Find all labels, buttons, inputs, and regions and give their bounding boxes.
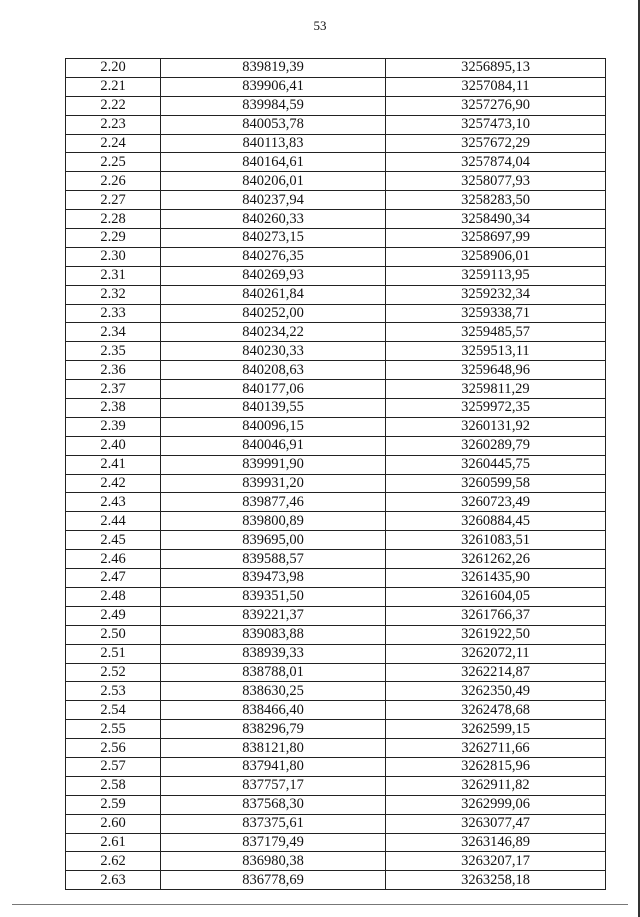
x-coordinate-cell: 840269,93 <box>161 266 386 285</box>
point-number-cell: 2.53 <box>66 682 161 701</box>
y-coordinate-cell: 3260289,79 <box>386 436 606 455</box>
point-number-cell: 2.26 <box>66 172 161 191</box>
table-row <box>66 59 606 78</box>
table-row <box>66 757 606 776</box>
x-coordinate-cell: 840206,01 <box>161 172 386 191</box>
x-coordinate-cell: 840053,78 <box>161 115 386 134</box>
point-number-cell: 2.57 <box>66 757 161 776</box>
point-number-cell: 2.34 <box>66 323 161 342</box>
y-coordinate-cell: 3259113,95 <box>386 266 606 285</box>
table-row <box>66 587 606 606</box>
x-coordinate-cell: 840252,00 <box>161 304 386 323</box>
x-coordinate-cell: 840260,33 <box>161 210 386 229</box>
table-row <box>66 229 606 248</box>
y-coordinate-cell: 3262911,82 <box>386 776 606 795</box>
table-row <box>66 606 606 625</box>
table-row <box>66 210 606 229</box>
x-coordinate-cell: 840273,15 <box>161 229 386 248</box>
point-number-cell: 2.45 <box>66 531 161 550</box>
x-coordinate-cell: 840234,22 <box>161 323 386 342</box>
point-number-cell: 2.27 <box>66 191 161 210</box>
y-coordinate-cell: 3256895,13 <box>386 59 606 78</box>
x-coordinate-cell: 839221,37 <box>161 606 386 625</box>
x-coordinate-cell: 839931,20 <box>161 474 386 493</box>
table-row <box>66 625 606 644</box>
point-number-cell: 2.58 <box>66 776 161 795</box>
table-row <box>66 663 606 682</box>
y-coordinate-cell: 3260884,45 <box>386 512 606 531</box>
table-row <box>66 493 606 512</box>
y-coordinate-cell: 3262072,11 <box>386 644 606 663</box>
y-coordinate-cell: 3262214,87 <box>386 663 606 682</box>
table-row <box>66 739 606 758</box>
point-number-cell: 2.20 <box>66 59 161 78</box>
y-coordinate-cell: 3258077,93 <box>386 172 606 191</box>
x-coordinate-cell: 839695,00 <box>161 531 386 550</box>
coordinates-table-body <box>66 59 606 890</box>
y-coordinate-cell: 3261435,90 <box>386 569 606 588</box>
point-number-cell: 2.50 <box>66 625 161 644</box>
y-coordinate-cell: 3259485,57 <box>386 323 606 342</box>
y-coordinate-cell: 3261083,51 <box>386 531 606 550</box>
x-coordinate-cell: 838466,40 <box>161 701 386 720</box>
table-row <box>66 247 606 266</box>
y-coordinate-cell: 3263207,17 <box>386 852 606 871</box>
point-number-cell: 2.52 <box>66 663 161 682</box>
table-row <box>66 644 606 663</box>
y-coordinate-cell: 3258697,99 <box>386 229 606 248</box>
y-coordinate-cell: 3261766,37 <box>386 606 606 625</box>
table-row <box>66 153 606 172</box>
point-number-cell: 2.62 <box>66 852 161 871</box>
y-coordinate-cell: 3262711,66 <box>386 739 606 758</box>
y-coordinate-cell: 3259972,35 <box>386 399 606 418</box>
page-number: 53 <box>313 18 327 33</box>
point-number-cell: 2.60 <box>66 814 161 833</box>
point-number-cell: 2.61 <box>66 833 161 852</box>
point-number-cell: 2.48 <box>66 587 161 606</box>
x-coordinate-cell: 837179,49 <box>161 833 386 852</box>
table-row <box>66 191 606 210</box>
x-coordinate-cell: 838630,25 <box>161 682 386 701</box>
x-coordinate-cell: 839906,41 <box>161 77 386 96</box>
table-row <box>66 512 606 531</box>
y-coordinate-cell: 3260131,92 <box>386 417 606 436</box>
point-number-cell: 2.39 <box>66 417 161 436</box>
x-coordinate-cell: 839877,46 <box>161 493 386 512</box>
table-row <box>66 871 606 890</box>
table-row <box>66 266 606 285</box>
x-coordinate-cell: 838788,01 <box>161 663 386 682</box>
y-coordinate-cell: 3258906,01 <box>386 247 606 266</box>
table-row <box>66 172 606 191</box>
page-bottom-rule <box>12 904 628 905</box>
y-coordinate-cell: 3260723,49 <box>386 493 606 512</box>
x-coordinate-cell: 840230,33 <box>161 342 386 361</box>
table-row <box>66 342 606 361</box>
y-coordinate-cell: 3261922,50 <box>386 625 606 644</box>
x-coordinate-cell: 839351,50 <box>161 587 386 606</box>
point-number-cell: 2.22 <box>66 96 161 115</box>
point-number-cell: 2.32 <box>66 285 161 304</box>
table-row <box>66 77 606 96</box>
x-coordinate-cell: 840237,94 <box>161 191 386 210</box>
y-coordinate-cell: 3262815,96 <box>386 757 606 776</box>
y-coordinate-cell: 3261262,26 <box>386 550 606 569</box>
table-row <box>66 134 606 153</box>
y-coordinate-cell: 3257874,04 <box>386 153 606 172</box>
point-number-cell: 2.38 <box>66 399 161 418</box>
point-number-cell: 2.40 <box>66 436 161 455</box>
table-row <box>66 323 606 342</box>
point-number-cell: 2.30 <box>66 247 161 266</box>
y-coordinate-cell: 3257276,90 <box>386 96 606 115</box>
x-coordinate-cell: 840208,63 <box>161 361 386 380</box>
table-row <box>66 399 606 418</box>
x-coordinate-cell: 837375,61 <box>161 814 386 833</box>
point-number-cell: 2.42 <box>66 474 161 493</box>
point-number-cell: 2.47 <box>66 569 161 588</box>
point-number-cell: 2.36 <box>66 361 161 380</box>
x-coordinate-cell: 839083,88 <box>161 625 386 644</box>
point-number-cell: 2.55 <box>66 720 161 739</box>
table-row <box>66 795 606 814</box>
table-row <box>66 304 606 323</box>
y-coordinate-cell: 3257084,11 <box>386 77 606 96</box>
y-coordinate-cell: 3259513,11 <box>386 342 606 361</box>
table-row <box>66 361 606 380</box>
table-row <box>66 417 606 436</box>
x-coordinate-cell: 840164,61 <box>161 153 386 172</box>
table-row <box>66 531 606 550</box>
x-coordinate-cell: 840177,06 <box>161 380 386 399</box>
point-number-cell: 2.25 <box>66 153 161 172</box>
y-coordinate-cell: 3263077,47 <box>386 814 606 833</box>
x-coordinate-cell: 838296,79 <box>161 720 386 739</box>
x-coordinate-cell: 839473,98 <box>161 569 386 588</box>
y-coordinate-cell: 3261604,05 <box>386 587 606 606</box>
point-number-cell: 2.33 <box>66 304 161 323</box>
y-coordinate-cell: 3258490,34 <box>386 210 606 229</box>
table-row <box>66 569 606 588</box>
x-coordinate-cell: 840096,15 <box>161 417 386 436</box>
y-coordinate-cell: 3262350,49 <box>386 682 606 701</box>
x-coordinate-cell: 840261,84 <box>161 285 386 304</box>
x-coordinate-cell: 840139,55 <box>161 399 386 418</box>
y-coordinate-cell: 3259648,96 <box>386 361 606 380</box>
y-coordinate-cell: 3260445,75 <box>386 455 606 474</box>
point-number-cell: 2.31 <box>66 266 161 285</box>
table-row <box>66 814 606 833</box>
x-coordinate-cell: 839819,39 <box>161 59 386 78</box>
point-number-cell: 2.54 <box>66 701 161 720</box>
x-coordinate-cell: 840113,83 <box>161 134 386 153</box>
table-row <box>66 474 606 493</box>
y-coordinate-cell: 3263258,18 <box>386 871 606 890</box>
y-coordinate-cell: 3258283,50 <box>386 191 606 210</box>
x-coordinate-cell: 839984,59 <box>161 96 386 115</box>
point-number-cell: 2.46 <box>66 550 161 569</box>
point-number-cell: 2.63 <box>66 871 161 890</box>
x-coordinate-cell: 838121,80 <box>161 739 386 758</box>
y-coordinate-cell: 3260599,58 <box>386 474 606 493</box>
y-coordinate-cell: 3262599,15 <box>386 720 606 739</box>
table-row <box>66 115 606 134</box>
table-row <box>66 436 606 455</box>
point-number-cell: 2.35 <box>66 342 161 361</box>
y-coordinate-cell: 3262478,68 <box>386 701 606 720</box>
x-coordinate-cell: 840046,91 <box>161 436 386 455</box>
y-coordinate-cell: 3259232,34 <box>386 285 606 304</box>
point-number-cell: 2.41 <box>66 455 161 474</box>
point-number-cell: 2.21 <box>66 77 161 96</box>
x-coordinate-cell: 840276,35 <box>161 247 386 266</box>
table-row <box>66 380 606 399</box>
table-row <box>66 833 606 852</box>
point-number-cell: 2.49 <box>66 606 161 625</box>
table-row <box>66 550 606 569</box>
table-row <box>66 720 606 739</box>
table-row <box>66 96 606 115</box>
table-row <box>66 776 606 795</box>
point-number-cell: 2.51 <box>66 644 161 663</box>
table-row <box>66 852 606 871</box>
x-coordinate-cell: 839588,57 <box>161 550 386 569</box>
point-number-cell: 2.43 <box>66 493 161 512</box>
point-number-cell: 2.59 <box>66 795 161 814</box>
point-number-cell: 2.56 <box>66 739 161 758</box>
y-coordinate-cell: 3257473,10 <box>386 115 606 134</box>
point-number-cell: 2.44 <box>66 512 161 531</box>
point-number-cell: 2.37 <box>66 380 161 399</box>
y-coordinate-cell: 3262999,06 <box>386 795 606 814</box>
point-number-cell: 2.23 <box>66 115 161 134</box>
x-coordinate-cell: 837568,30 <box>161 795 386 814</box>
x-coordinate-cell: 836778,69 <box>161 871 386 890</box>
coordinates-table <box>65 58 606 890</box>
y-coordinate-cell: 3259338,71 <box>386 304 606 323</box>
x-coordinate-cell: 837757,17 <box>161 776 386 795</box>
x-coordinate-cell: 836980,38 <box>161 852 386 871</box>
table-row <box>66 455 606 474</box>
table-row <box>66 285 606 304</box>
x-coordinate-cell: 837941,80 <box>161 757 386 776</box>
x-coordinate-cell: 838939,33 <box>161 644 386 663</box>
point-number-cell: 2.24 <box>66 134 161 153</box>
x-coordinate-cell: 839991,90 <box>161 455 386 474</box>
table-row <box>66 701 606 720</box>
y-coordinate-cell: 3259811,29 <box>386 380 606 399</box>
x-coordinate-cell: 839800,89 <box>161 512 386 531</box>
table-row <box>66 682 606 701</box>
point-number-cell: 2.28 <box>66 210 161 229</box>
y-coordinate-cell: 3257672,29 <box>386 134 606 153</box>
point-number-cell: 2.29 <box>66 229 161 248</box>
y-coordinate-cell: 3263146,89 <box>386 833 606 852</box>
